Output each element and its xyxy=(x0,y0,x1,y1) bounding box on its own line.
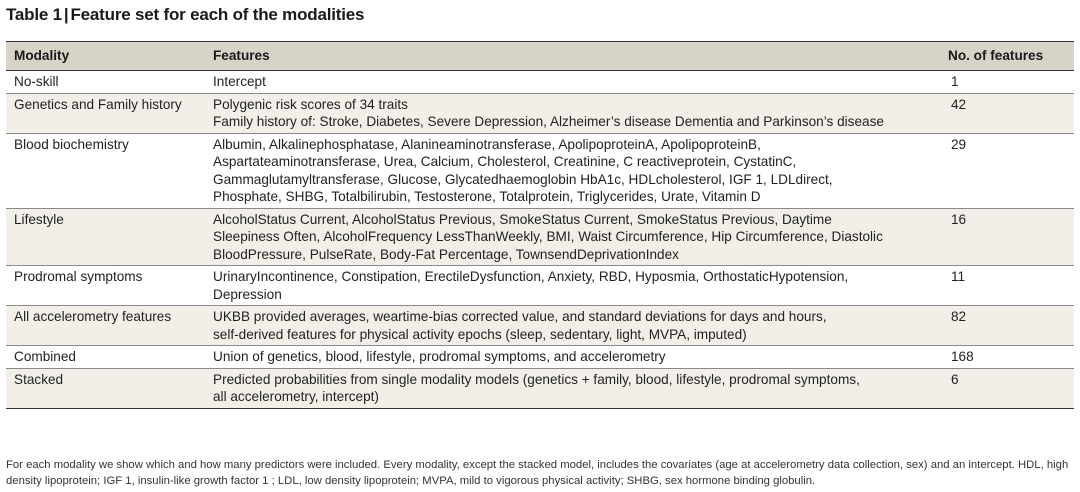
table-row xyxy=(6,93,1074,133)
feature-line: Polygenic risk scores of 34 traits xyxy=(213,96,408,112)
feature-line: Sleepiness Often, AlcoholFrequency LessThanWeekly, BMI, Waist Circumference, Hip Circumference, Diastolic xyxy=(213,229,883,244)
feature-line: Family history of: Stroke, Diabetes, Severe Depression, Alzheimer’s disease Dementia and Parkinson’s disease xyxy=(213,114,884,129)
table-footnote: For each modality we show which and how many predictors were included. Every modality, except the stacked model, includes the covariates (age at accelerometry data collection, sex) and an intercept. HDL, high density lipoprotein; IGF 1, insulin-like growth factor 1 ; LDL, low density lipoprotein; MVPA, mild to vigorous physical activity; SHBG, sex hormone binding globulin. xyxy=(6,459,1069,487)
title-separator: | xyxy=(63,5,69,24)
features-cell xyxy=(202,208,941,266)
table-title xyxy=(6,5,364,25)
header-row xyxy=(6,42,1074,71)
feature-line: BloodPressure, PulseRate, Body-Fat Percentage, TownsendDeprivationIndex xyxy=(213,246,679,262)
feature-line: Phosphate, SHBG, Totalbilirubin, Testosterone, Totalprotein, Triglycerides, Urate, Vitamin D xyxy=(213,189,761,204)
feature-line: UrinaryIncontinence, Constipation, ErectileDysfunction, Anxiety, RBD, Hyposmia, OrthostaticHypotension, xyxy=(213,269,849,284)
table-row xyxy=(6,71,1074,94)
features-cell xyxy=(202,93,941,133)
feature-count-cell: 16 xyxy=(941,208,1074,266)
feature-count-cell: 42 xyxy=(941,93,1074,133)
table-row xyxy=(6,133,1074,208)
feature-count-cell: 168 xyxy=(941,346,1074,369)
feature-line: Predicted probabilities from single modality models (genetics + family, blood, lifestyle, prodromal symptoms, xyxy=(213,371,860,387)
feature-count-cell: 82 xyxy=(941,306,1074,346)
features-cell xyxy=(202,266,941,306)
features-cell xyxy=(202,71,941,94)
modality-cell: Lifestyle xyxy=(6,208,202,266)
feature-count-cell: 1 xyxy=(941,71,1074,94)
modality-cell: Stacked xyxy=(6,368,202,408)
header-count: No. of features xyxy=(941,42,1074,71)
feature-line: Gammaglutamyltransferase, Glucose, Glycatedhaemoglobin HbA1c, HDLcholesterol, IGF 1, LDLdirect, xyxy=(213,171,833,187)
modality-cell: Combined xyxy=(6,346,202,369)
feature-count-cell: 29 xyxy=(941,133,1074,208)
feature-line: Aspartateaminotransferase, Urea, Calcium, Cholesterol, Creatinine, C reactiveprotein, CystatinC, xyxy=(213,154,797,169)
header-modality: Modality xyxy=(6,42,202,71)
modality-cell: No-skill xyxy=(6,71,202,94)
table-row xyxy=(6,368,1074,408)
feature-line: Albumin, Alkalinephosphatase, Alanineaminotransferase, ApolipoproteinA, ApolipoproteinB, xyxy=(213,136,761,152)
modality-cell: Genetics and Family history xyxy=(6,93,202,133)
feature-line: self-derived features for physical activity epochs (sleep, sedentary, light, MVPA, imputed) xyxy=(213,326,747,342)
feature-line: Intercept xyxy=(213,74,266,89)
feature-line: Union of genetics, blood, lifestyle, prodromal symptoms, and accelerometry xyxy=(213,349,666,364)
feature-count-cell: 11 xyxy=(941,266,1074,306)
feature-count-cell: 6 xyxy=(941,368,1074,408)
feature-line: Depression xyxy=(213,286,282,302)
features-cell xyxy=(202,346,941,369)
table-row xyxy=(6,208,1074,266)
modality-cell: All accelerometry features xyxy=(6,306,202,346)
features-cell xyxy=(202,368,941,408)
feature-line: UKBB provided averages, weartime-bias corrected value, and standard deviations for days and hours, xyxy=(213,309,827,324)
modality-cell: Prodromal symptoms xyxy=(6,266,202,306)
features-cell xyxy=(202,133,941,208)
table-row xyxy=(6,346,1074,369)
table-header xyxy=(6,42,1074,71)
feature-table xyxy=(6,41,1074,409)
modality-cell: Blood biochemistry xyxy=(6,133,202,208)
features-cell xyxy=(202,306,941,346)
header-features: Features xyxy=(202,42,941,71)
feature-line: all accelerometry, intercept) xyxy=(213,389,379,404)
table-row xyxy=(6,266,1074,306)
feature-line: AlcoholStatus Current, AlcoholStatus Previous, SmokeStatus Current, SmokeStatus Previous, Daytime xyxy=(213,211,832,227)
table-body xyxy=(6,71,1074,409)
table-row xyxy=(6,306,1074,346)
table-title-text: Feature set for each of the modalities xyxy=(70,5,365,24)
table-label: Table 1 xyxy=(6,5,62,24)
